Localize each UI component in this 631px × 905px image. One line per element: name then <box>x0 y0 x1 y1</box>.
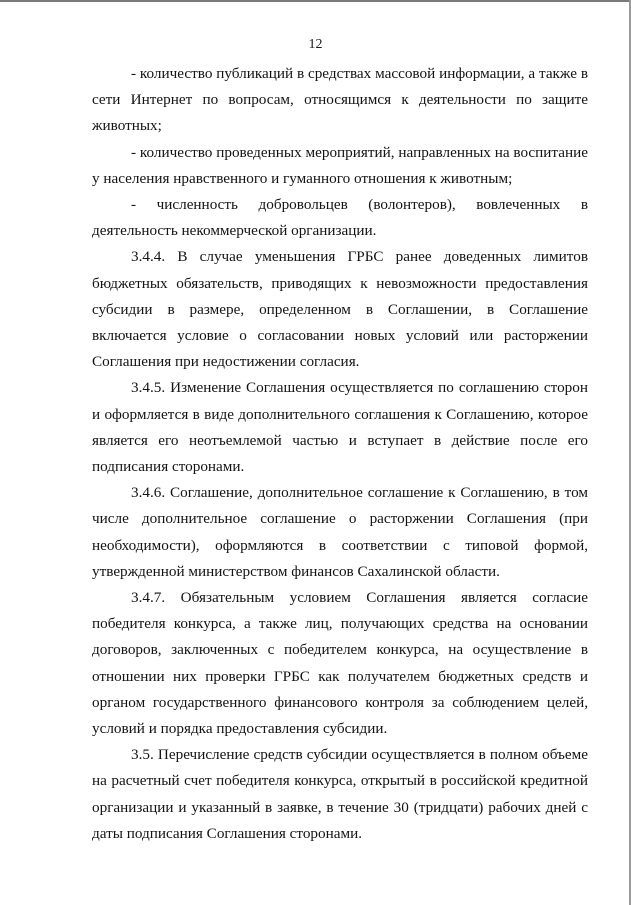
clause-3-4-5: 3.4.5. Изменение Соглашения осуществляется по соглашению сторон и оформляется в виде дополнительного соглашения к Соглашению, которое является его неотъемлемой частью и вступает в действие после его подписания сторонами. <box>92 379 588 476</box>
clause-3-5: 3.5. Перечисление средств субсидии осуществляется в полном объеме на расчетный счет победителя конкурса, открытый в российской кредитной организации и указанный в заявке, в течение 30 (тридцати) рабочих дней с даты подписания Соглашения сторонами. <box>92 746 588 842</box>
clause-3-4-6: 3.4.6. Соглашение, дополнительное соглашение к Соглашению, в том числе дополнительное соглашение о расторжении Соглашения (при необходимости), оформляются в соответствии с типовой формой, утвержденной министерством финансов Сахалинской области. <box>92 484 588 580</box>
bullet-publications-count: - количество публикаций в средствах массовой информации, а также в сети Интернет по вопросам, относящимся к деятельности по защите животных; <box>92 65 588 135</box>
scan-top-edge <box>0 0 631 2</box>
bullet-volunteers-count: - численность добровольцев (волонтеров), вовлеченных в деятельность некоммерческой организации. <box>92 196 588 240</box>
bullet-events-count: - количество проведенных мероприятий, направленных на воспитание у населения нравственного и гуманного отношения к животным; <box>92 143 588 187</box>
document-body <box>92 61 588 847</box>
clause-3-4-7: 3.4.7. Обязательным условием Соглашения является согласие победителя конкурса, а также лиц, получающих средства на основании договоров, заключенных с победителем конкурса, на осуществление в отношении них проверки ГРБС как получателем бюджетных средств и органом государственного финансового контроля за соблюдением целей, условий и порядка предоставления субсидии. <box>92 589 588 738</box>
clause-3-4-4: 3.4.4. В случае уменьшения ГРБС ранее доведенных лимитов бюджетных обязательств, приводящих к невозможности предоставления субсидии в размере, определенном в Соглашении, в Соглашение включается условие о согласовании новых условий или расторжении Соглашения при недостижении согласия. <box>92 248 588 371</box>
page-number: 12 <box>308 37 323 52</box>
